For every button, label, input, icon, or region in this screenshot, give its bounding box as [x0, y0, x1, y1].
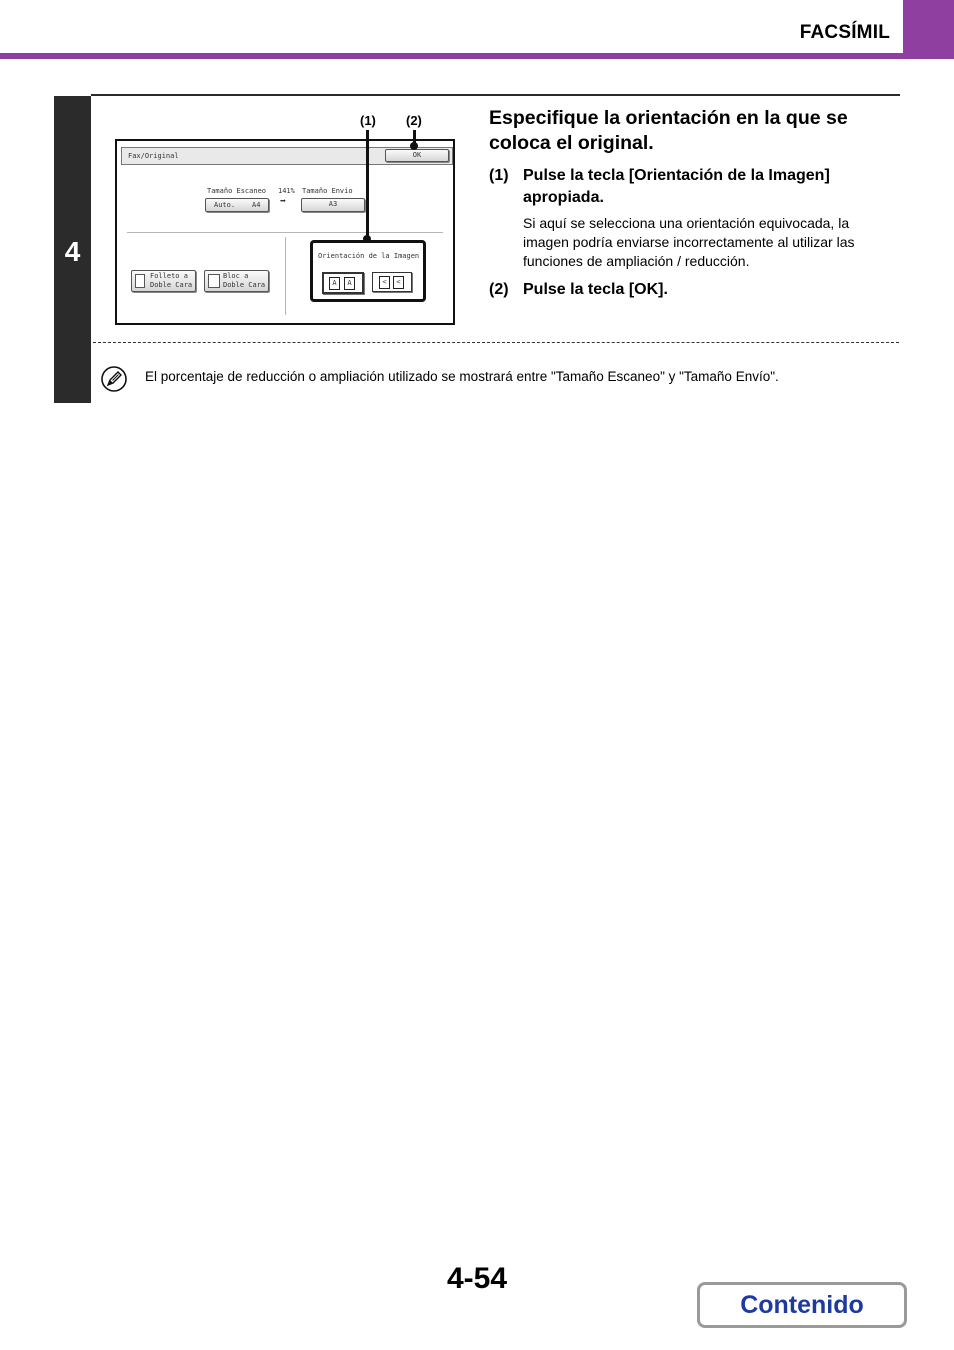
note-divider: [93, 342, 899, 343]
scan-mode: Auto.: [214, 201, 236, 209]
ok-button[interactable]: [385, 149, 449, 162]
step-top-rule: [91, 94, 900, 96]
callout-line-1: [366, 130, 369, 238]
orientation-landscape-button[interactable]: [372, 272, 412, 292]
callout-label-2: (2): [406, 113, 422, 128]
scan-size-label: Tamaño Escaneo: [207, 187, 267, 195]
send-size: A3: [328, 200, 338, 208]
booklet-button[interactable]: [131, 270, 196, 292]
substep-1-title: Pulse la tecla [Orientación de la Imagen] apropiada.: [523, 167, 830, 206]
callout-dot-2: [410, 142, 418, 150]
send-size-button[interactable]: [301, 198, 365, 212]
step-number: 4: [64, 236, 81, 267]
portrait-glyph-2: A: [344, 277, 355, 290]
send-size-label: Tamaño Envío: [302, 187, 353, 195]
orientation-label: Orientación de la Imagen: [318, 252, 420, 260]
tablet-label-1: Bloc a: [223, 272, 249, 280]
page-number: 4-54: [446, 1262, 508, 1295]
header-tab: [903, 0, 954, 59]
booklet-label-1: Folleto a: [150, 272, 188, 280]
panel-vertical-divider: [285, 237, 286, 315]
booklet-label-2: Doble Cara: [150, 281, 193, 289]
scan-size: A4: [252, 201, 261, 209]
tablet-label-2: Doble Cara: [223, 281, 266, 289]
control-panel-screenshot: [115, 139, 455, 325]
substep-2-number: (2): [489, 281, 509, 298]
step-heading: Especifique la orientación en la que se coloca el original.: [489, 107, 848, 154]
callout-label-1: (1): [360, 113, 376, 128]
booklet-icon: [135, 274, 145, 288]
note-text: El porcentaje de reducción o ampliación utilizado se mostrará entre "Tamaño Escaneo" y "Tamaño Envío".: [145, 369, 779, 384]
landscape-glyph-2: <: [393, 276, 404, 289]
header-rule: [0, 53, 954, 59]
contents-button[interactable]: Contenido: [697, 1282, 907, 1328]
orientation-group-highlight: [310, 240, 426, 302]
ratio-value: 141%: [278, 187, 295, 195]
arrow-right-icon: ➡: [280, 196, 287, 207]
scan-size-button[interactable]: [205, 198, 269, 212]
tablet-button[interactable]: [204, 270, 269, 292]
panel-title: Fax/Original: [128, 152, 179, 160]
pencil-note-icon: [101, 366, 127, 392]
ok-label: OK: [412, 151, 422, 159]
portrait-glyph-1: A: [329, 277, 340, 290]
panel-divider: [127, 232, 443, 233]
section-title: FACSÍMIL: [799, 22, 890, 43]
callout-dot-1: [363, 235, 371, 243]
orientation-portrait-button[interactable]: [322, 272, 364, 294]
substep-2-title: Pulse la tecla [OK].: [523, 281, 668, 298]
tablet-icon: [208, 274, 220, 288]
substep-1-number: (1): [489, 167, 509, 184]
landscape-glyph-1: <: [379, 276, 390, 289]
substep-1-body: Si aquí se selecciona una orientación equivocada, la imagen podría enviarse incorrectamente al utilizar las funciones de ampliación / reducción.: [523, 215, 855, 269]
